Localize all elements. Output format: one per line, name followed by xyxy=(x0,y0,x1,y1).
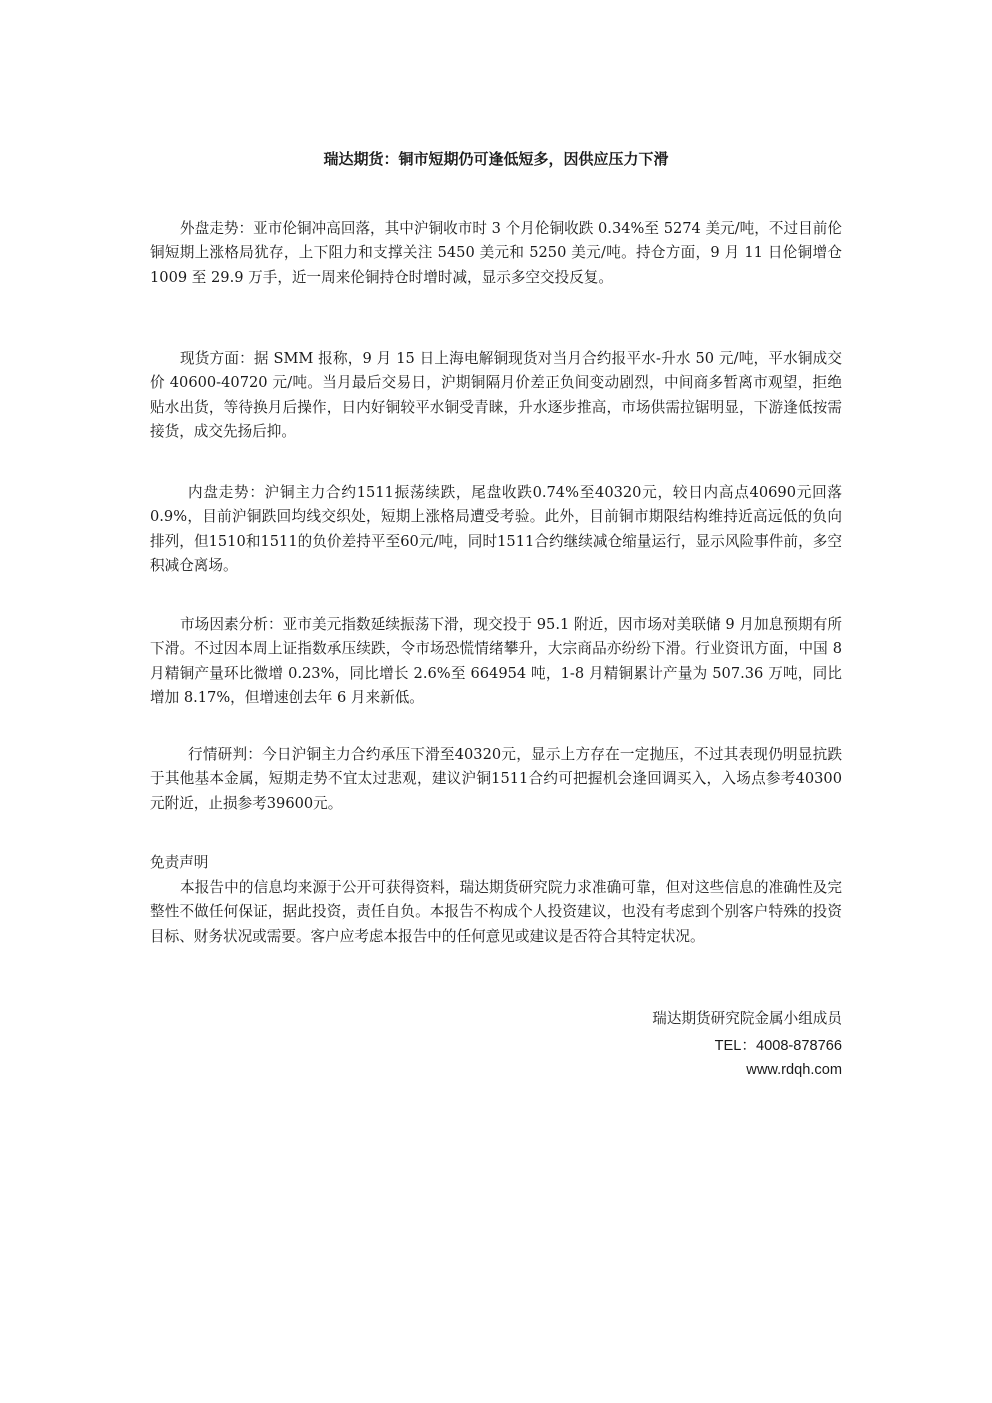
paragraph-market-outlook: 行情研判：今日沪铜主力合约承压下滑至40320元，显示上方存在一定抛压，不过其表现仍明显抗跌于其他基本金属，短期走势不宜太过悲观，建议沪铜1511合约可把握机会逢回调买入，入场点参考40300元附近，止损参考39600元。 xyxy=(150,746,842,812)
paragraph-spot-market: 现货方面：据 SMM 报称，9 月 15 日上海电解铜现货对当月合约报平水-升水 50 元/吨，平水铜成交价 40600-40720 元/吨。当月最后交易日，沪期铜隔月价差正负间变动剧烈，中间商多暂离市观望，拒绝贴水出货，等待换月后操作，日内好铜较平水铜受青睐，升水逐步推高，市场供需拉锯明显，下游逢低按需接货，成交先扬后抑。 xyxy=(150,350,842,440)
disclaimer-text: 本报告中的信息均来源于公开可获得资料，瑞达期货研究院力求准确可靠，但对这些信息的准确性及完整性不做任何保证，据此投资，责任自负。本报告不构成个人投资建议，也没有考虑到个别客户特殊的投资目标、财务状况或需要。客户应考虑本报告中的任何意见或建议是否符合其特定状况。 xyxy=(150,879,842,945)
disclaimer-heading: 免责声明 xyxy=(150,854,209,871)
paragraph-overseas-market: 外盘走势：亚市伦铜冲高回落，其中沪铜收市时 3 个月伦铜收跌 0.34%至 5274 美元/吨，不过目前伦铜短期上涨格局犹存，上下阻力和支撑关注 5450 美元和 5250 美元/吨。持仓方面，9 月 11 日伦铜增仓 1009 至 29.9 万手，近一周来伦铜持仓时增时减，显示多空交投反复。 xyxy=(150,220,842,286)
signature-website: www.rdqh.com xyxy=(746,1062,842,1078)
paragraph-domestic-market: 内盘走势：沪铜主力合约1511振荡续跌，尾盘收跌0.74%至40320元，较日内高点40690元回落0.9%，目前沪铜跌回均线交织处，短期上涨格局遭受考验。此外，目前铜市期限结构维持近高远低的负向排列，但1510和1511的负价差持平至60元/吨，同时1511合约继续减仓缩量运行，显示风险事件前，多空积减仓离场。 xyxy=(150,484,842,574)
signature-tel: TEL：4008-878766 xyxy=(714,1038,842,1054)
paragraph-market-factors: 市场因素分析：亚市美元指数延续振荡下滑，现交投于 95.1 附近，因市场对美联储 9 月加息预期有所下滑。不过因本周上证指数承压续跌，令市场恐慌情绪攀升，大宗商品亦纷纷下滑。行业资讯方面，中国 8 月精铜产量环比微增 0.23%，同比增长 2.6%至 664954 吨，1-8 月精铜累计产量为 507.36 万吨，同比增加 8.17%，但增速创去年 6 月来新低。 xyxy=(150,616,842,706)
signature-org: 瑞达期货研究院金属小组成员 xyxy=(652,1010,842,1027)
document-title: 瑞达期货：铜市短期仍可逢低短多，因供应压力下滑 xyxy=(323,150,669,168)
